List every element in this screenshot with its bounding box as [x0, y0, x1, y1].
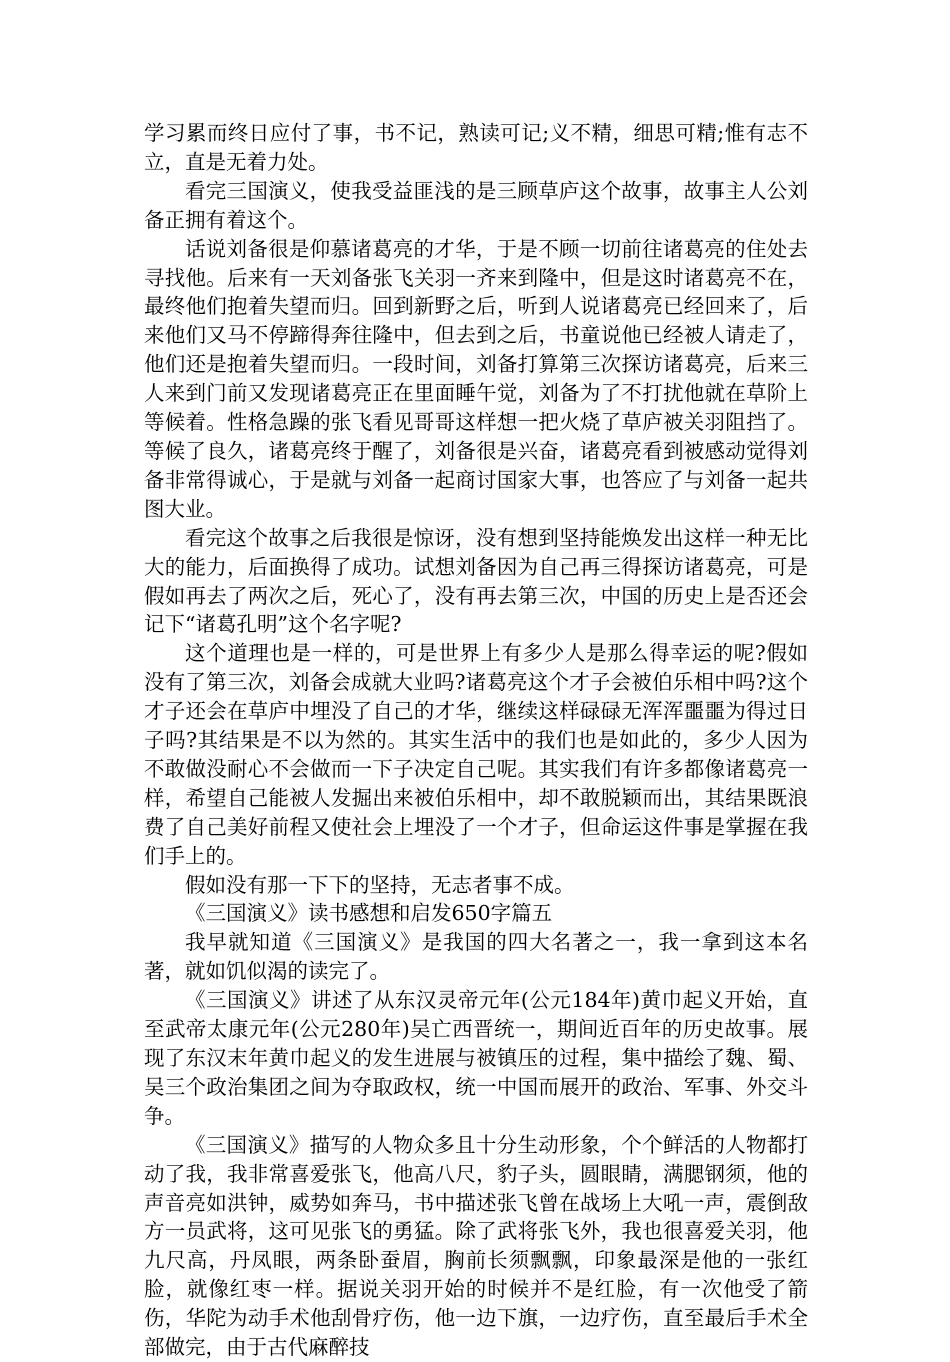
section-heading: 《三国演义》读书感想和启发650字篇五 [185, 901, 553, 926]
paragraph-6: 假如没有那一下下的坚持，无志者事不成。 [185, 872, 575, 897]
paragraph-1: 学习累而终日应付了事，书不记，熟读可记;义不精，细思可精;惟有志不立，直是无着力处。 [144, 121, 808, 174]
paragraph-7: 我早就知道《三国演义》是我国的四大名著之一，我一拿到这本名著，就如饥似渴的读完了。 [144, 930, 808, 984]
paragraph-2: 看完三国演义，使我受益匪浅的是三顾草庐这个故事，故事主人公刘备正拥有着这个。 [144, 178, 808, 232]
body-text [144, 119, 808, 1362]
paragraph-9: 《三国演义》描写的人物众多且十分生动形象，个个鲜活的人物都打动了我，我非常喜爱张飞，他高八尺，豹子头，圆眼睛，满腮钢须，他的声音亮如洪钟，威势如奔马，书中描述张飞曾在战场上大吼一声，震倒敌方一员武将，这可见张飞的勇猛。除了武将张飞外，我也很喜爱关羽，他九尺高，丹凤眼，两条卧蚕眉，胸前长须飘飘，印象最深是他的一张红脸，就像红枣一样。据说关羽开始的时候并不是红脸，有一次他受了箭伤，华陀为动手术他刮骨疗伤，他一边下旗，一边疗伤，直至最后手术全部做完，由于古代麻醉技 [144, 1132, 808, 1360]
paragraph-5: 这个道理也是一样的，可是世界上有多少人是那么得幸运的呢?假如没有了第三次，刘备会成就大业吗?诸葛亮这个才子会被伯乐相中吗?这个才子还会在草庐中埋没了自己的才华，继续这样碌碌无浑浑噩噩为得过日子吗?其结果是不以为然的。其实生活中的我们也是如此的，多少人因为不敢做没耐心不会做而一下子决定自己呢。其实我们有许多都像诸葛亮一样，希望自己能被人发掘出来被伯乐相中，却不敢脱颖而出，其结果既浪费了自己美好前程又使社会上埋没了一个才子，但命运这件事是掌握在我们手上的。 [144, 641, 808, 868]
paragraph-8: 《三国演义》讲述了从东汉灵帝元年(公元184年)黄巾起义开始，直至武帝太康元年(公元280年)吴亡西晋统一，期间近百年的历史故事。展现了东汉末年黄巾起义的发生进展与被镇压的过程，集中描绘了魏、蜀、吴三个政治集团之间为夺取政权，统一中国而展开的政治、军事、外交斗争。 [144, 988, 808, 1128]
paragraph-4: 看完这个故事之后我很是惊讶，没有想到坚持能焕发出这样一种无比大的能力，后面换得了成功。试想刘备因为自己再三得探访诸葛亮，可是假如再去了两次之后，死心了，没有再去第三次，中国的历史上是否还会记下“诸葛孔明”这个名字呢? [144, 525, 808, 637]
paragraph-3: 话说刘备很是仰慕诸葛亮的才华，于是不顾一切前往诸葛亮的住处去寻找他。后来有一天刘备张飞关羽一齐来到隆中，但是这时诸葛亮不在，最终他们抱着失望而归。回到新野之后，听到人说诸葛亮已经回来了，后来他们又马不停蹄得奔往隆中，但去到之后，书童说他已经被人请走了，他们还是抱着失望而归。一段时间，刘备打算第三次探访诸葛亮，后来三人来到门前又发现诸葛亮正在里面睡午觉，刘备为了不打扰他就在草阶上等候着。性格急躁的张飞看见哥哥这样想一把火烧了草庐被关羽阻挡了。等候了良久，诸葛亮终于醒了，刘备很是兴奋，诸葛亮看到被感动觉得刘备非常得诚心，于是就与刘备一起商讨国家大事，也答应了与刘备一起共图大业。 [144, 236, 808, 521]
